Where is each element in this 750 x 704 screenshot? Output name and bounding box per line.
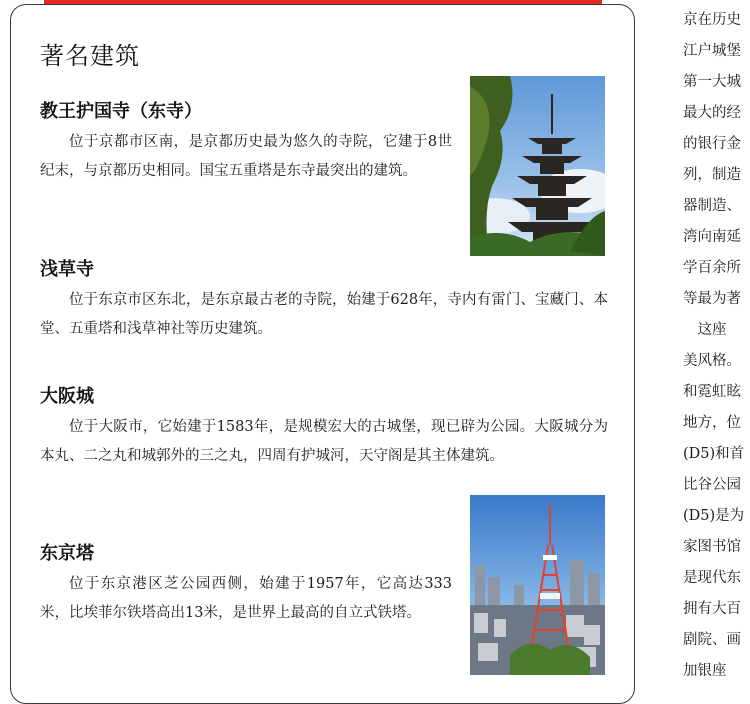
side-line: 湾向南延 bbox=[683, 229, 741, 245]
tokyo-tower-image bbox=[470, 495, 605, 675]
pagoda-image bbox=[470, 76, 605, 256]
entry-osaka-castle bbox=[40, 385, 608, 471]
side-line: 学百余所 bbox=[683, 260, 741, 276]
entry-text: 位于京都市区南，是京都历史最为悠久的寺院，它建于8世纪末，与京都历史相同。国宝五重塔是东寺最突出的建筑。 bbox=[40, 134, 452, 179]
entry-heading: 大阪城 bbox=[40, 386, 94, 407]
entry-text: 位于东京市区东北，是东京最古老的寺院，始建于628年，寺内有雷门、宝藏门、本堂、五重塔和浅草神社等历史建筑。 bbox=[40, 292, 608, 337]
section-title: 著名建筑 bbox=[40, 42, 140, 70]
side-line: 最大的经 bbox=[683, 105, 741, 121]
entry-heading: 教王护国寺（东寺） bbox=[40, 101, 202, 122]
side-line: 地方，位 bbox=[683, 415, 741, 431]
side-line: 是现代东 bbox=[683, 570, 741, 586]
adjacent-column-text bbox=[683, 0, 750, 693]
tokyo-tower-photo bbox=[470, 495, 605, 675]
side-line: 比谷公园 bbox=[683, 477, 741, 493]
entry-tokyo-tower bbox=[40, 542, 452, 628]
side-line: 和霓虹眩 bbox=[683, 384, 741, 400]
entry-heading: 东京塔 bbox=[40, 543, 94, 564]
side-line: 等最为著 bbox=[683, 291, 741, 307]
side-line: 剧院、画 bbox=[683, 632, 741, 648]
entry-text: 位于东京港区芝公园西侧，始建于1957年，它高达333米，比埃菲尔铁塔高出13米，是世界上最高的自立式铁塔。 bbox=[40, 576, 452, 621]
entry-toji-temple bbox=[40, 100, 452, 186]
side-line: 美风格。 bbox=[683, 353, 741, 369]
side-line: 第一大城 bbox=[683, 74, 741, 90]
side-line: 加银座 bbox=[683, 663, 727, 679]
side-line: 拥有大百 bbox=[683, 601, 741, 617]
pagoda-photo bbox=[470, 76, 605, 256]
entry-heading: 浅草寺 bbox=[40, 259, 94, 280]
entry-text: 位于大阪市，它始建于1583年，是规模宏大的古城堡，现已辟为公园。大阪城分为本丸、二之丸和城郭外的三之丸，四周有护城河，天守阁是其主体建筑。 bbox=[40, 419, 608, 464]
side-line: 这座 bbox=[683, 322, 727, 338]
side-line: 列，制造 bbox=[683, 167, 741, 183]
side-line: (D5)是为 bbox=[683, 508, 745, 524]
side-line: (D5)和首 bbox=[683, 446, 745, 462]
side-line: 的银行金 bbox=[683, 136, 741, 152]
entry-sensoji-temple bbox=[40, 258, 608, 344]
side-line: 家图书馆 bbox=[683, 539, 741, 555]
side-line: 器制造、 bbox=[683, 198, 741, 214]
side-line: 京在历史 bbox=[683, 12, 741, 28]
side-line: 江户城堡 bbox=[683, 43, 741, 59]
